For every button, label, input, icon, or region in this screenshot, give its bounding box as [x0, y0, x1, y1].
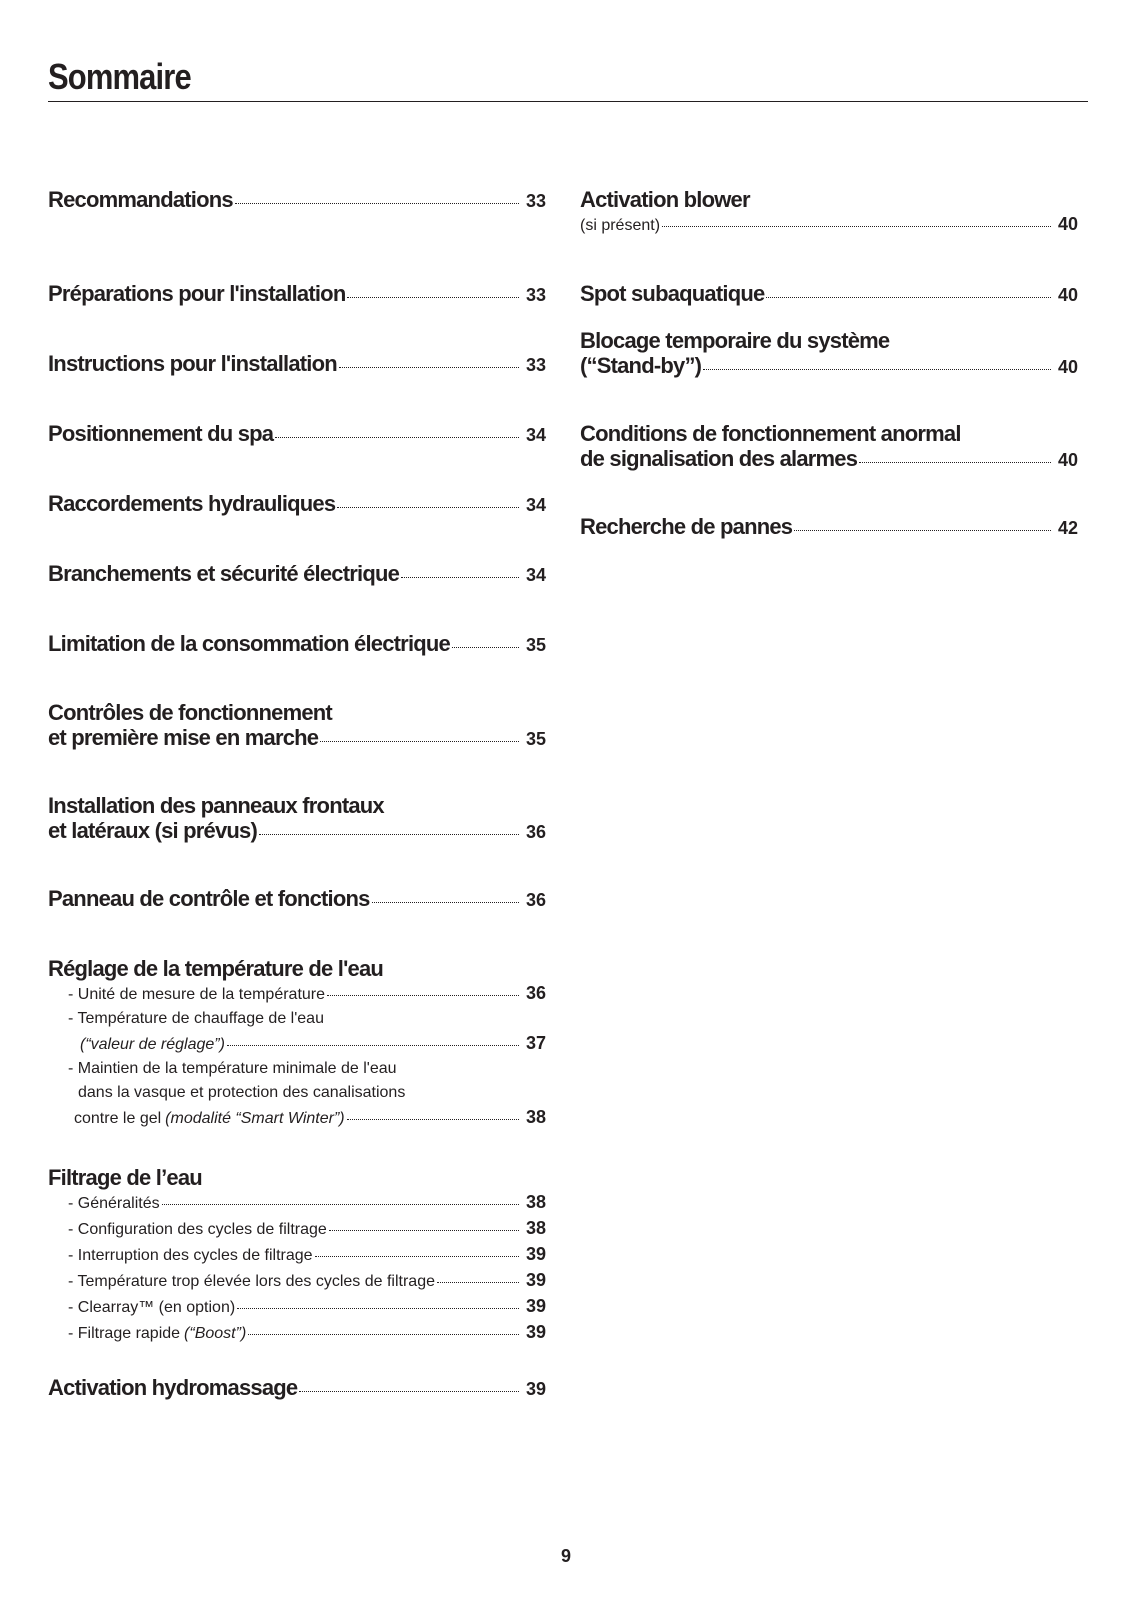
toc-subentry-cont[interactable]	[48, 1105, 546, 1131]
toc-entry[interactable]	[580, 421, 1078, 473]
toc-subentry-title: - Configuration des cycles de filtrage	[68, 1221, 327, 1238]
toc-entry-title-cont: et latéraux (si prévus)	[48, 818, 258, 843]
toc-entry-title-cont: et première mise en marche	[48, 725, 319, 750]
toc-entry-page: 33	[525, 355, 546, 375]
toc-entry[interactable]	[580, 328, 1078, 380]
dot-leader	[235, 203, 519, 204]
toc-subentry-page: 36	[525, 983, 546, 1003]
toc-subentry-title-cont: dans la vasque et protection des canalisations	[78, 1084, 406, 1101]
toc-entry-page: 33	[525, 285, 546, 305]
toc-entry-title-cont: de signalisation des alarmes	[580, 446, 858, 471]
toc-section-temperature	[48, 956, 546, 1131]
toc-subentry-page: 39	[525, 1296, 546, 1316]
toc-entry-title: Contrôles de fonctionnement	[48, 700, 332, 725]
dot-leader	[162, 1204, 519, 1205]
toc-entry-page: 39	[525, 1379, 546, 1399]
toc-subentry-page: 39	[525, 1322, 546, 1342]
toc-entry[interactable]	[48, 1375, 546, 1402]
toc-entry-title: Conditions de fonctionnement anormal	[580, 421, 961, 446]
toc-entry[interactable]	[580, 514, 1078, 541]
toc-entry-title: Positionnement du spa	[48, 421, 274, 446]
toc-entry-page: 34	[525, 495, 546, 515]
toc-entry-title: Activation hydromassage	[48, 1375, 298, 1400]
toc-subentry-title: - Filtrage rapide	[68, 1325, 181, 1342]
toc-subentry-page: 39	[525, 1270, 546, 1290]
dot-leader	[339, 367, 519, 368]
toc-subentry-title-italic: (“Boost”)	[184, 1325, 247, 1342]
dot-leader	[259, 834, 519, 835]
toc-entry-title: Activation blower	[580, 187, 750, 212]
toc-entry[interactable]	[48, 631, 546, 658]
toc-subentry-title: - Clearray™ (en option)	[68, 1299, 236, 1316]
dot-leader	[401, 577, 519, 578]
toc-subentry[interactable]	[48, 1242, 546, 1268]
dot-leader	[320, 741, 519, 742]
toc-entry-page: 34	[525, 565, 546, 585]
toc-entry-page: 40	[1057, 285, 1078, 305]
toc-subentry-page: 38	[525, 1218, 546, 1238]
dot-leader	[347, 297, 519, 298]
toc-subentry-title-cont: contre le gel	[74, 1110, 162, 1127]
toc-entry-title: Panneau de contrôle et fonctions	[48, 886, 370, 911]
page-title: Sommaire	[48, 56, 191, 97]
toc-section-title[interactable]: Filtrage de l’eau	[48, 1165, 202, 1190]
toc-entry[interactable]	[48, 187, 546, 214]
toc-subentry-title-italic: (modalité “Smart Winter”)	[165, 1110, 345, 1127]
dot-leader	[662, 226, 1051, 227]
dot-leader	[299, 1391, 519, 1392]
toc-entry[interactable]	[48, 281, 546, 308]
dot-leader	[437, 1282, 519, 1283]
toc-entry[interactable]	[48, 491, 546, 518]
dot-leader	[703, 369, 1051, 370]
toc-entry-page: 42	[1057, 518, 1078, 538]
dot-leader	[327, 995, 519, 996]
toc-entry[interactable]	[48, 793, 546, 845]
toc-subentry-title: - Unité de mesure de la température	[68, 986, 326, 1003]
toc-section-filtration	[48, 1165, 546, 1346]
toc-entry[interactable]	[580, 187, 1078, 238]
dot-leader	[248, 1334, 519, 1335]
toc-entry[interactable]	[48, 561, 546, 588]
dot-leader	[329, 1230, 519, 1231]
toc-subentry[interactable]	[48, 1007, 546, 1031]
toc-entry-title: Blocage temporaire du système	[580, 328, 890, 353]
toc-subentry-title: - Généralités	[68, 1195, 160, 1212]
toc-subentry[interactable]	[48, 1268, 546, 1294]
toc-entry-subtitle: (si présent)	[580, 217, 661, 234]
toc-entry-page: 33	[525, 191, 546, 211]
toc-subentry[interactable]	[48, 1057, 546, 1081]
toc-subentry[interactable]	[48, 1190, 546, 1216]
toc-subentry-title: - Maintien de la température minimale de l'eau	[68, 1060, 397, 1077]
toc-entry-page: 40	[1057, 450, 1078, 470]
dot-leader	[337, 507, 519, 508]
toc-subentry-title: - Température trop élevée lors des cycles de filtrage	[68, 1273, 435, 1290]
toc-entry[interactable]	[48, 700, 546, 752]
toc-subentry-page: 38	[525, 1192, 546, 1212]
toc-subentry[interactable]	[48, 981, 546, 1007]
toc-entry-page: 35	[525, 729, 546, 749]
toc-entry[interactable]	[48, 351, 546, 378]
toc-entry-title: Raccordements hydrauliques	[48, 491, 336, 516]
toc-entry-title: Préparations pour l'installation	[48, 281, 346, 306]
toc-entry-title: Recherche de pannes	[580, 514, 793, 539]
dot-leader	[347, 1119, 519, 1120]
dot-leader	[452, 647, 519, 648]
toc-entry-title-cont: (“Stand-by”)	[580, 353, 702, 378]
dot-leader	[766, 297, 1051, 298]
toc-subentry[interactable]	[48, 1320, 546, 1346]
toc-subentry-page: 39	[525, 1244, 546, 1264]
toc-entry-page: 40	[1057, 357, 1078, 377]
toc-entry-page: 35	[525, 635, 546, 655]
toc-entry-title: Limitation de la consommation électrique	[48, 631, 450, 656]
toc-entry-page: 34	[525, 425, 546, 445]
toc-entry-page: 36	[525, 890, 546, 910]
toc-subentry-title: - Interruption des cycles de filtrage	[68, 1247, 313, 1264]
toc-subentry[interactable]	[48, 1216, 546, 1242]
dot-leader	[315, 1256, 519, 1257]
toc-entry-title: Recommandations	[48, 187, 233, 212]
toc-entry-title: Spot subaquatique	[580, 281, 765, 306]
toc-entry[interactable]	[48, 421, 546, 448]
toc-subentry-page: 38	[525, 1107, 546, 1127]
toc-entry-page: 36	[525, 822, 546, 842]
dot-leader	[275, 437, 519, 438]
toc-entry[interactable]	[580, 281, 1078, 308]
toc-entry-title: Instructions pour l'installation	[48, 351, 337, 376]
dot-leader	[227, 1045, 519, 1046]
toc-subentry[interactable]	[48, 1294, 546, 1320]
toc-subentry-title-cont: (“valeur de réglage”)	[80, 1036, 225, 1053]
toc-entry-page: 40	[1057, 214, 1078, 234]
dot-leader	[372, 902, 519, 903]
toc-section-title[interactable]: Réglage de la température de l'eau	[48, 956, 384, 981]
toc-entry-title: Installation des panneaux frontaux	[48, 793, 384, 818]
toc-subentry-cont[interactable]	[48, 1031, 546, 1057]
toc-subentry-cont	[48, 1081, 546, 1105]
dot-leader	[237, 1308, 519, 1309]
title-divider	[48, 101, 1088, 102]
dot-leader	[859, 462, 1051, 463]
page-number: 9	[560, 1546, 571, 1566]
toc-subentry-page: 37	[525, 1033, 546, 1053]
toc-entry-title: Branchements et sécurité électrique	[48, 561, 400, 586]
toc-entry[interactable]	[48, 886, 546, 913]
toc-subentry-title: - Température de chauffage de l'eau	[68, 1010, 324, 1027]
dot-leader	[794, 530, 1051, 531]
